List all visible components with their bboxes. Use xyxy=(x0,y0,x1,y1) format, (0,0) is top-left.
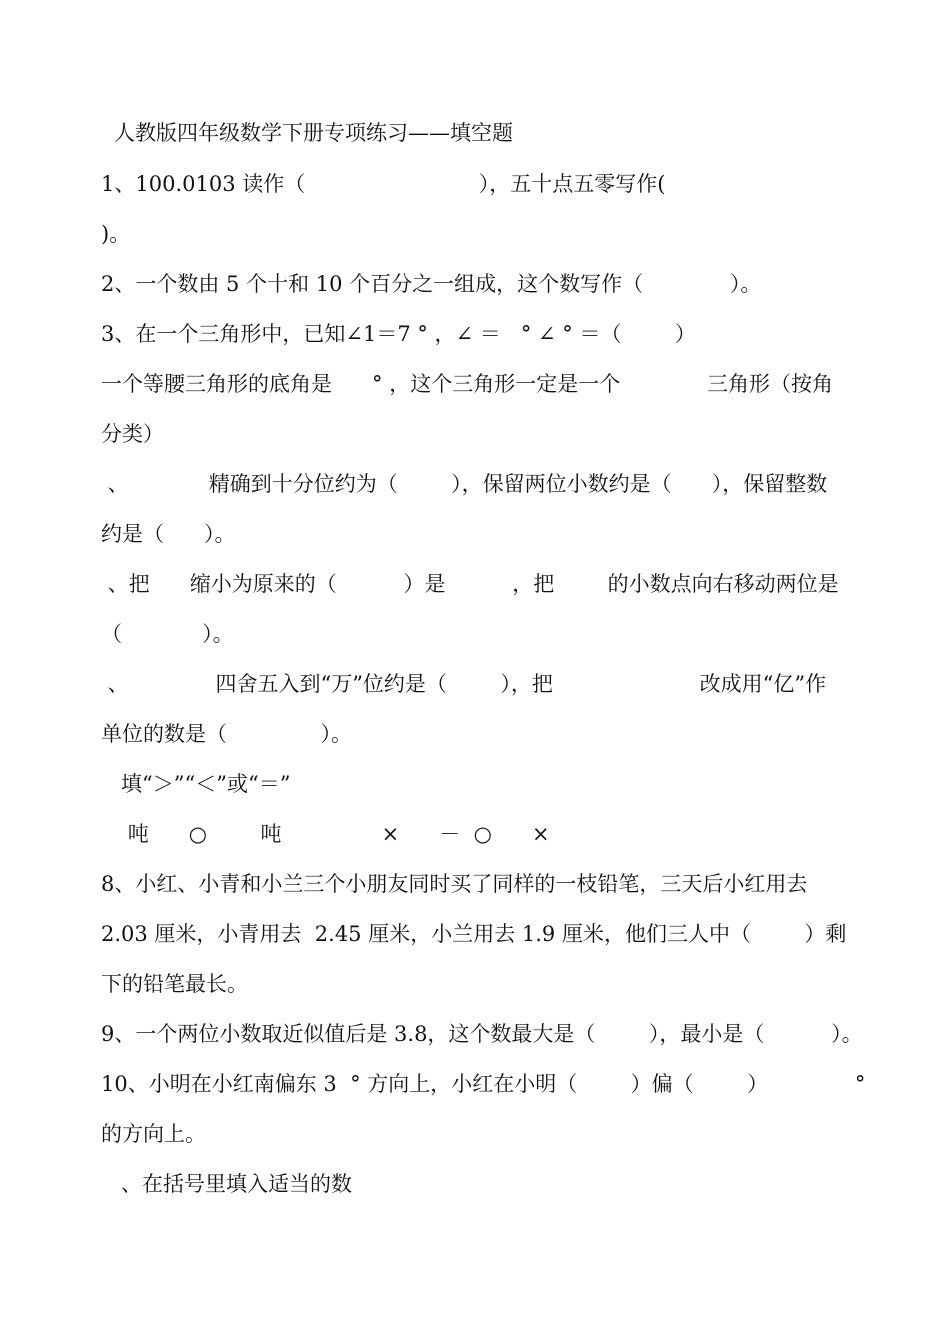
question-11-line-1: 、在括号里填入适当的数 xyxy=(101,1172,353,1196)
question-2-line-1: 2、一个数由 5 个十和 10 个百分之一组成，这个数写作（ ）。 xyxy=(101,272,762,296)
question-6-line-2: （ ）。 xyxy=(101,622,234,646)
compare-items: 吨 ○ 吨 × － ○ × xyxy=(101,822,550,846)
question-5-line-2: 约是（ ）。 xyxy=(101,522,236,546)
question-9-line-1: 9、一个两位小数取近似值后是 3.8，这个数最大是（ ），最小是（ ）。 xyxy=(101,1022,863,1046)
question-1-line-2: )。 xyxy=(101,222,131,246)
question-6-line-1: 、把 缩小为原来的（ ）是 ，把 的小数点向右移动两位是 xyxy=(101,572,839,596)
page-title: 人教版四年级数学下册专项练习——填空题 xyxy=(114,121,513,145)
question-5-line-1: 、 精确到十分位约为（ ），保留两位小数约是（ ），保留整数 xyxy=(101,472,828,496)
compare-instruction: 填“＞”“＜”或“＝” xyxy=(101,772,291,796)
question-1-line-1: 1、100.0103 读作（ ），五十点五零写作( xyxy=(101,172,666,196)
question-8-line-1: 8、小红、小青和小兰三个小朋友同时买了同样的一枝铅笔，三天后小红用去 xyxy=(101,872,808,896)
question-3-line-1: 3、在一个三角形中，已知∠1＝7 ° ，∠ ＝ ° ∠ ° ＝（ ） xyxy=(101,322,696,346)
question-4-line-1: 一个等腰三角形的底角是 ° ，这个三角形一定是一个 三角形（按角 xyxy=(101,372,834,396)
question-4-line-2: 分类） xyxy=(101,422,164,446)
question-7-line-1: 、 四舍五入到“万”位约是（ ），把 改成用“亿”作 xyxy=(101,672,827,696)
question-8-line-2: 2.03 厘米，小青用去 2.45 厘米，小兰用去 1.9 厘米，他们三人中（ ）剩 xyxy=(101,922,847,946)
question-10-line-1: 10、小明在小红南偏东 3 ° 方向上，小红在小明（ ）偏（ ） ° xyxy=(101,1072,866,1096)
question-10-line-2: 的方向上。 xyxy=(101,1122,206,1146)
question-8-line-3: 下的铅笔最长。 xyxy=(101,972,248,996)
question-7-line-2: 单位的数是（ ）。 xyxy=(101,722,352,746)
